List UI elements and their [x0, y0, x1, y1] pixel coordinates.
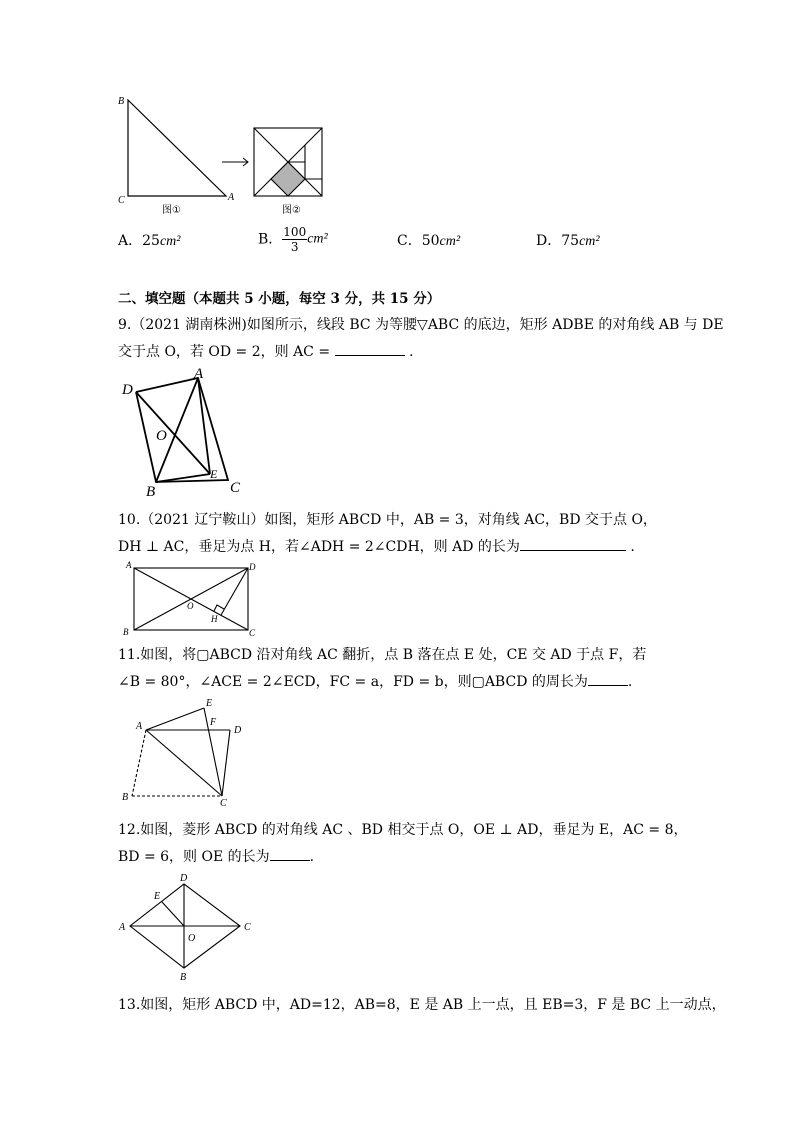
q10-end: .: [630, 539, 635, 555]
q10-answer-blank[interactable]: [520, 536, 626, 551]
fraction-denominator: 3: [290, 240, 299, 254]
q11-answer-blank[interactable]: [588, 671, 628, 686]
q11-label-d: D: [234, 725, 242, 736]
q10-label-c: C: [249, 628, 256, 638]
q11-line2-text: ∠B = 80°，∠ACE = 2∠ECD，FC = a，FD = b，则▢ABCD 的周长为: [118, 674, 588, 690]
q9-label-o: O: [156, 428, 167, 444]
q11-label-a: A: [136, 721, 143, 732]
q8-option-b: [258, 225, 328, 254]
q8-figures: [110, 92, 340, 222]
q8-fig1-triangle: [128, 100, 226, 196]
q12-label-o: O: [188, 933, 196, 944]
q9-label-b: B: [146, 484, 156, 498]
q9-label-a: A: [194, 366, 204, 382]
q11-label-f: F: [210, 717, 217, 728]
q8-fig2-square: [254, 128, 322, 196]
q10-label-d: D: [249, 562, 256, 572]
q11-label-c: C: [220, 798, 227, 808]
section-heading: 二、填空题（本题共 5 小题，每空 3 分，共 15 分）: [118, 291, 441, 307]
q10-line2: [118, 536, 635, 556]
q13-line1: 13.如图，矩形 ABCD 中，AD=12，AB=8，E 是 AB 上一点，且 EB=3，F 是 BC 上一动点，: [118, 997, 726, 1013]
q9-label-e: E: [210, 467, 218, 481]
q12-label-c: C: [244, 922, 251, 933]
q11-line2: [118, 671, 632, 691]
q12-line2-text: BD = 6，则 OE 的长为: [118, 849, 270, 865]
q8-option-c: [397, 232, 460, 251]
q10-figure: [118, 558, 268, 640]
option-letter: D．: [536, 233, 562, 249]
q12-answer-blank[interactable]: [270, 846, 310, 861]
q10-label-b: B: [123, 627, 129, 637]
option-letter: B．: [258, 231, 283, 248]
q9-answer-blank[interactable]: [335, 341, 405, 356]
q9-line2: [118, 341, 413, 361]
option-value: 25: [142, 233, 160, 249]
q8-fig2-caption: 图②: [282, 205, 301, 216]
option-unit: cm²: [307, 231, 328, 247]
q9-figure: [116, 364, 256, 498]
q12-label-d: D: [180, 873, 188, 884]
q12-end: .: [309, 849, 315, 865]
q11-line1: 11.如图，将▢ABCD 沿对角线 AC 翻折，点 B 落在点 E 处，CE 交 AD 于点 F，若: [118, 647, 647, 663]
q8-option-d: [536, 232, 600, 251]
fraction-numerator: 100: [283, 225, 307, 239]
option-letter: A．: [118, 233, 143, 249]
q9-end: .: [408, 344, 414, 360]
q8-fig1-label-c: C: [118, 195, 125, 206]
q12-line2: [118, 846, 314, 866]
q12-label-e: E: [154, 891, 161, 902]
q9-label-d: D: [122, 382, 133, 398]
q11-label-b: B: [122, 792, 129, 803]
q10-line2-text: DH ⊥ AC，垂足为点 H，若∠ADH = 2∠CDH，则 AD 的长为: [118, 539, 520, 555]
option-value: 50: [421, 233, 440, 249]
q10-label-h: H: [211, 614, 218, 624]
q8-fig1-caption: 图①: [162, 205, 181, 216]
q12-label-b: B: [180, 972, 187, 983]
q8-fig1-label-b: B: [118, 96, 125, 107]
option-value: 75: [561, 233, 580, 249]
q11-label-e: E: [206, 698, 213, 709]
option-unit: cm²: [439, 234, 461, 249]
q10-label-o: O: [187, 601, 194, 611]
q8-fig1-label-a: A: [228, 192, 235, 203]
arrow-right-icon: [222, 158, 248, 166]
option-unit: cm²: [159, 234, 181, 249]
q12-label-a: A: [119, 922, 126, 933]
q10-line1: 10.（2021 辽宁鞍山）如图，矩形 ABCD 中，AB = 3，对角线 AC，BD 交于点 O，: [118, 512, 657, 528]
q10-label-a: A: [126, 560, 132, 570]
q12-line1: 12.如图，菱形 ABCD 的对角线 AC 、BD 相交于点 O，OE ⊥ AD，垂足为 E，AC = 8，: [118, 822, 688, 838]
q9-label-c: C: [230, 480, 241, 496]
q8-option-a: [118, 232, 180, 251]
option-fraction: [282, 225, 307, 254]
q11-end: .: [627, 674, 633, 690]
q12-figure: [116, 868, 258, 986]
q11-figure: [118, 696, 258, 808]
q9-line1: 9.（2021 湖南株洲)如图所示，线段 BC 为等腰▽ABC 的底边，矩形 ADBE 的对角线 AB 与 DE: [118, 317, 724, 333]
option-unit: cm²: [579, 234, 600, 249]
q9-line2-text: 交于点 O，若 OD = 2，则 AC =: [118, 344, 331, 360]
option-letter: C．: [397, 233, 422, 249]
